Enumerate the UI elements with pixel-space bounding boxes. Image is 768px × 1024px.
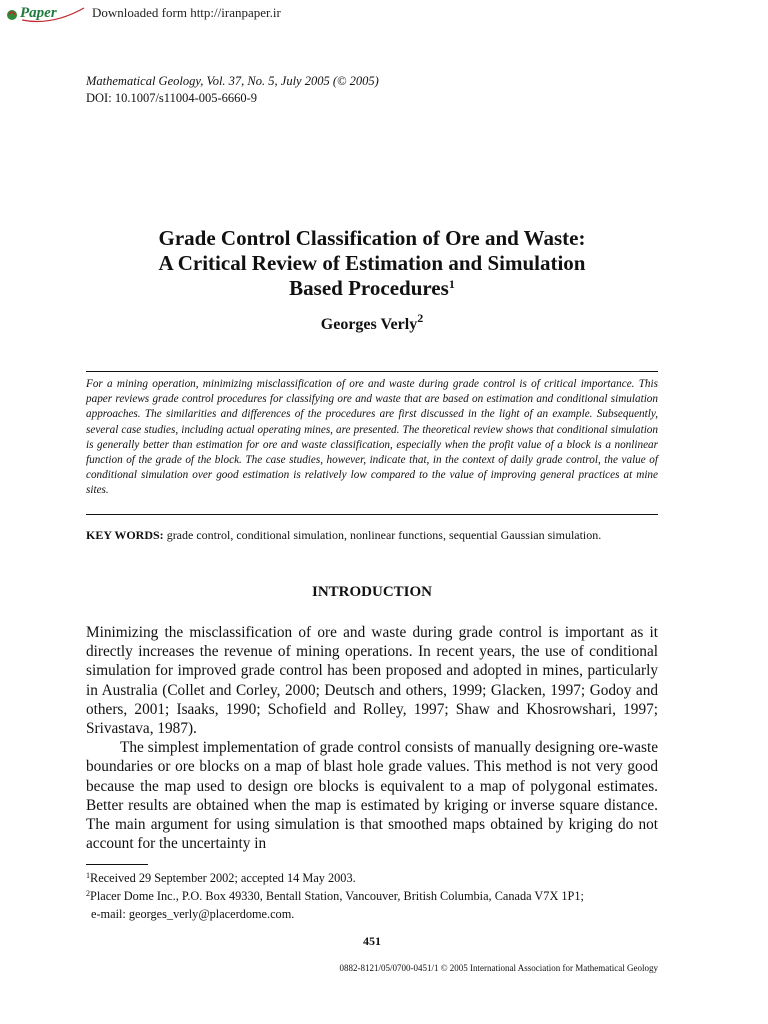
footnotes [86, 870, 658, 922]
footnote-2-mark: 2 [86, 889, 90, 898]
keywords [86, 528, 658, 543]
footnote-1-mark: 1 [86, 871, 90, 880]
title-line-3-text: Based Procedures [289, 276, 449, 300]
body-text [86, 623, 658, 853]
footnote-1 [86, 870, 658, 888]
footnote-2-continuation: e-mail: georges_verly@placerdome.com. [91, 907, 295, 921]
footnote-1-text: Received 29 September 2002; accepted 14 May 2003. [90, 871, 356, 885]
footnote-2 [86, 888, 658, 906]
keywords-label: KEY WORDS: [86, 528, 164, 542]
footnote-2-text: Placer Dome Inc., P.O. Box 49330, Bentall Station, Vancouver, British Columbia, Canada V7X 1P1; [90, 889, 584, 903]
author-name: Georges Verly [320, 316, 418, 333]
section-heading: INTRODUCTION [311, 584, 432, 600]
abstract-bottom-rule [86, 514, 658, 515]
page-number: 451 [363, 934, 381, 948]
journal-citation: Mathematical Geology, Vol. 37, No. 5, July 2005 (© 2005) [86, 74, 379, 88]
iranpaper-logo [4, 2, 86, 24]
title-line-1: Grade Control Classification of Ore and Waste: [158, 226, 586, 250]
logo-text: Paper [20, 5, 57, 21]
doi: DOI: 10.1007/s11004-005-6660-9 [86, 91, 258, 105]
abstract: For a mining operation, minimizing misclassification of ore and waste during grade control is of critical importance. This paper reviews grade control procedures for classifying ore and waste that are based on estimation and conditional simulation approaches. The similarities and differences of the procedures are first discussed in the light of an example. Subsequently, several case studies, including actual operating mines, are presented. The theoretical review shows that conditional simulation is generally better than estimation for ore and waste classification, especially when the profit value of a block is a nonlinear function of the grade of the block. The case studies, however, indicate that, in the context of daily grade control, the value of conditional simulation over good estimation is relatively low compared to the value of improving general practices at mine sites. [86, 378, 658, 497]
title-footnote-mark: 1 [448, 277, 455, 291]
footnote-rule [86, 864, 148, 865]
keywords-text: grade control, conditional simulation, nonlinear functions, sequential Gaussian simulation. [166, 528, 602, 542]
title-line-3 [86, 276, 658, 304]
author-footnote-mark: 2 [417, 311, 424, 325]
paper-title [86, 226, 658, 304]
watermark-text: Downloaded form http://iranpaper.ir [92, 5, 281, 20]
copyright-line: 0882-8121/05/0700-0451/1 © 2005 International Association for Mathematical Geology [339, 963, 658, 973]
author [86, 311, 658, 334]
abstract-top-rule [86, 371, 658, 372]
paragraph-2: The simplest implementation of grade control consists of manually designing ore-waste boundaries or ore blocks on a map of blast hole grade values. This method is not very good because the map used to design ore blocks is equivalent to a map of polygonal estimates. Better results are obtained when the map is estimated by kriging or inverse square distance. The main argument for using simulation is that smoothed maps obtained by kriging do not account for the uncertainty in [86, 739, 658, 853]
title-line-2: A Critical Review of Estimation and Simulation [158, 251, 586, 275]
watermark [4, 2, 281, 24]
paragraph-1: Minimizing the misclassification of ore and waste during grade control is important as it directly increases the revenue of mining operations. In recent years, the use of conditional simulation for improved grade control has been proposed and adopted in mines, particularly in Australia (Collet and Corley, 2000; Deutsch and others, 1999; Glacken, 1997; Godoy and others, 2001; Isaaks, 1990; Schofield and Rolley, 1997; Shaw and Khosrowshari, 1997; Srivastava, 1987). [86, 624, 658, 738]
